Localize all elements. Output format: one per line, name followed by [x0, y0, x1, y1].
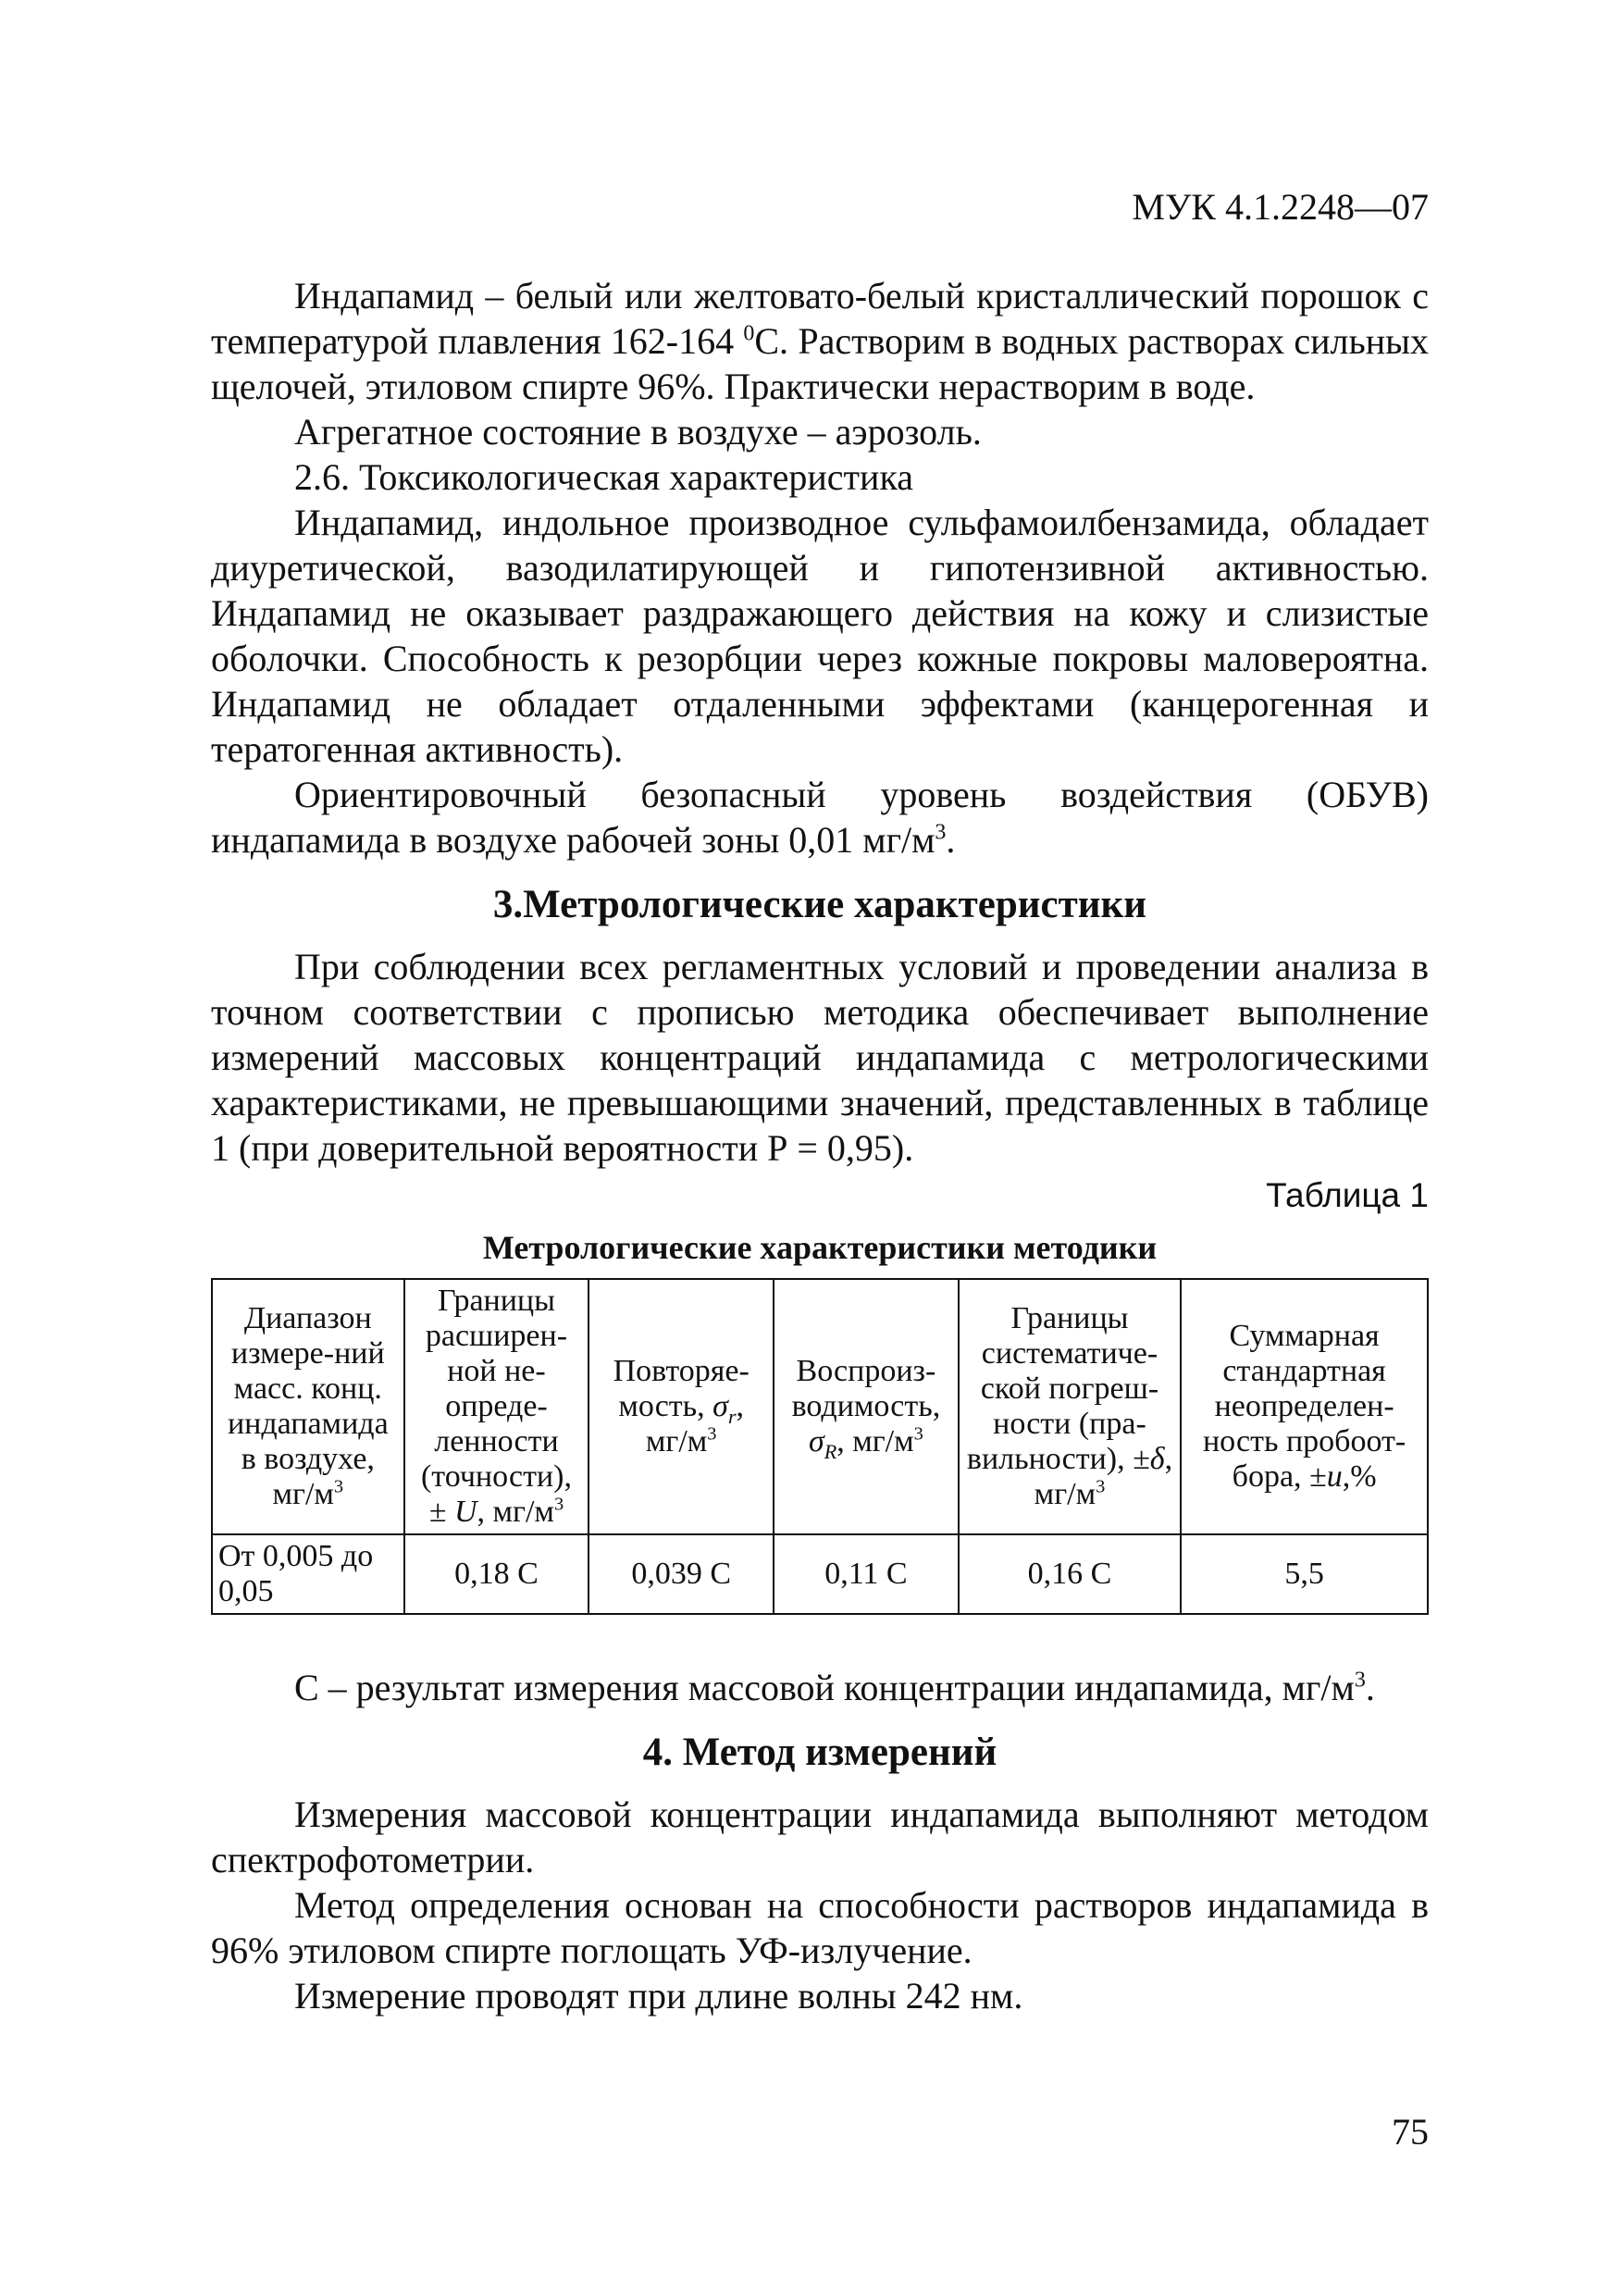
paragraph-text: С. Растворим в водных растворах сильных щелочей, этиловом спирте 96%. Практически нерастворим в воде.	[211, 320, 1429, 407]
paragraph-text: .	[946, 819, 956, 861]
header-text: Границы расширен-ной не-опреде-ленности (точности),	[420, 1284, 572, 1494]
table-legend	[211, 1665, 1429, 1710]
symbol-subscript: r	[727, 1404, 737, 1428]
header-repeatability	[588, 1279, 774, 1534]
header-text: Границы систематиче-ской погреш-ности (пра-вильности),	[966, 1301, 1159, 1476]
paragraph-description	[211, 273, 1429, 409]
unit-text: , мг/м	[836, 1424, 914, 1458]
table-row	[212, 1534, 1428, 1614]
header-uncertainty	[404, 1279, 589, 1534]
unit-superscript: 3	[1354, 1668, 1366, 1693]
metrology-table	[211, 1278, 1429, 1615]
symbol: ± U	[428, 1495, 477, 1529]
paragraph-text: Ориентировочный безопасный уровень воздействия (ОБУВ) индапамида в воздухе рабочей зоны 0,01 мг/м	[211, 774, 1429, 861]
unit-superscript: 3	[935, 820, 947, 845]
paragraph-metrology: При соблюдении всех регламентных условий и проведении анализа в точном соответствии с прописью методика обеспечивает выполнение измерений массовых концентраций индапамида с метрологическими характеристиками, не превышающими значений, представленных в таблице 1 (при доверительной вероятности Р = 0,95).	[211, 946, 1429, 1169]
legend-text: С – результат измерения массовой концентрации индапамида, мг/м	[294, 1667, 1355, 1708]
header-reproducibility	[774, 1279, 959, 1534]
cell-range: От 0,005 до 0,05	[212, 1534, 404, 1614]
unit-superscript: 3	[1096, 1476, 1106, 1497]
symbol: σ	[808, 1424, 824, 1458]
symbol-subscript: R	[824, 1439, 837, 1463]
unit-superscript: 3	[553, 1494, 564, 1515]
unit-superscript: 3	[913, 1423, 923, 1445]
header-range	[212, 1279, 404, 1534]
table-label: Таблица 1	[1266, 1176, 1429, 1214]
unit-text: ,%	[1342, 1459, 1377, 1494]
header-systematic	[959, 1279, 1181, 1534]
paragraph-aggregate-state: Агрегатное состояние в воздухе – аэрозоль.	[294, 411, 982, 453]
paragraph-toxicology: Индапамид, индольное производное сульфамоилбензамида, обладает диуретической, вазодилатирующей и гипотензивной активностью. Индапамид не оказывает раздражающего действия на кожу и слизистые оболочки. Способность к резорбции через кожные покровы маловероятна. Индапамид не обладает отдаленными эффектами (канцерогенная и тератогенная активность).	[211, 502, 1429, 770]
symbol: ±u	[1309, 1459, 1343, 1494]
header-text: Повторяе-мость,	[613, 1354, 750, 1423]
header-text: Диапазон измере-ний масс. конц. индапамида в воздухе, мг/м	[227, 1301, 389, 1511]
cell-systematic: 0,16 С	[959, 1534, 1181, 1614]
cell-reproducibility: 0,11 С	[774, 1534, 959, 1614]
table-header-row	[212, 1279, 1428, 1534]
unit-text: , мг/м	[1034, 1442, 1173, 1511]
cell-repeatability: 0,039 С	[588, 1534, 774, 1614]
subsection-heading-toxicology: 2.6. Токсикологическая характеристика	[294, 456, 914, 498]
symbol: σ	[712, 1389, 728, 1423]
unit-superscript: 3	[707, 1423, 717, 1445]
header-text: Воспроиз-водимость,	[791, 1354, 941, 1423]
section-3-title: 3.Метрологические характеристики	[492, 883, 1147, 926]
document-number: МУК 4.1.2248—07	[1132, 186, 1429, 228]
page-number: 75	[1392, 2111, 1429, 2153]
unit-text: , мг/м	[477, 1495, 554, 1529]
unit-superscript: 3	[333, 1476, 344, 1497]
paragraph-method: Измерения массовой концентрации индапамида выполняют методом спектрофотометрии.	[211, 1793, 1429, 1880]
legend-text: .	[1365, 1667, 1375, 1708]
page-content	[211, 273, 1429, 2018]
header-text: Суммарная стандартная неопределен-ность пробоот-бора,	[1202, 1319, 1406, 1494]
section-4-title: 4. Метод измерений	[642, 1731, 997, 1774]
unit-text: , мг/м	[645, 1389, 745, 1458]
table-caption: Метрологические характеристики методики	[482, 1229, 1158, 1266]
symbol: ±δ	[1133, 1442, 1165, 1476]
paragraph-wavelength: Измерение проводят при длине волны 242 нм.	[294, 1975, 1023, 2017]
paragraph-method-basis: Метод определения основан на способности растворов индапамида в 96% этиловом спирте поглощать УФ-излучение.	[211, 1884, 1429, 1971]
degree-superscript: 0	[743, 321, 755, 346]
header-sampling	[1181, 1279, 1428, 1534]
cell-sampling: 5,5	[1181, 1534, 1428, 1614]
paragraph-text: Индапамид – белый или желтовато-белый кристаллический порошок с температурой плавления 162-164	[211, 275, 1429, 362]
paragraph-obuv	[211, 772, 1429, 863]
cell-uncertainty: 0,18 С	[404, 1534, 589, 1614]
